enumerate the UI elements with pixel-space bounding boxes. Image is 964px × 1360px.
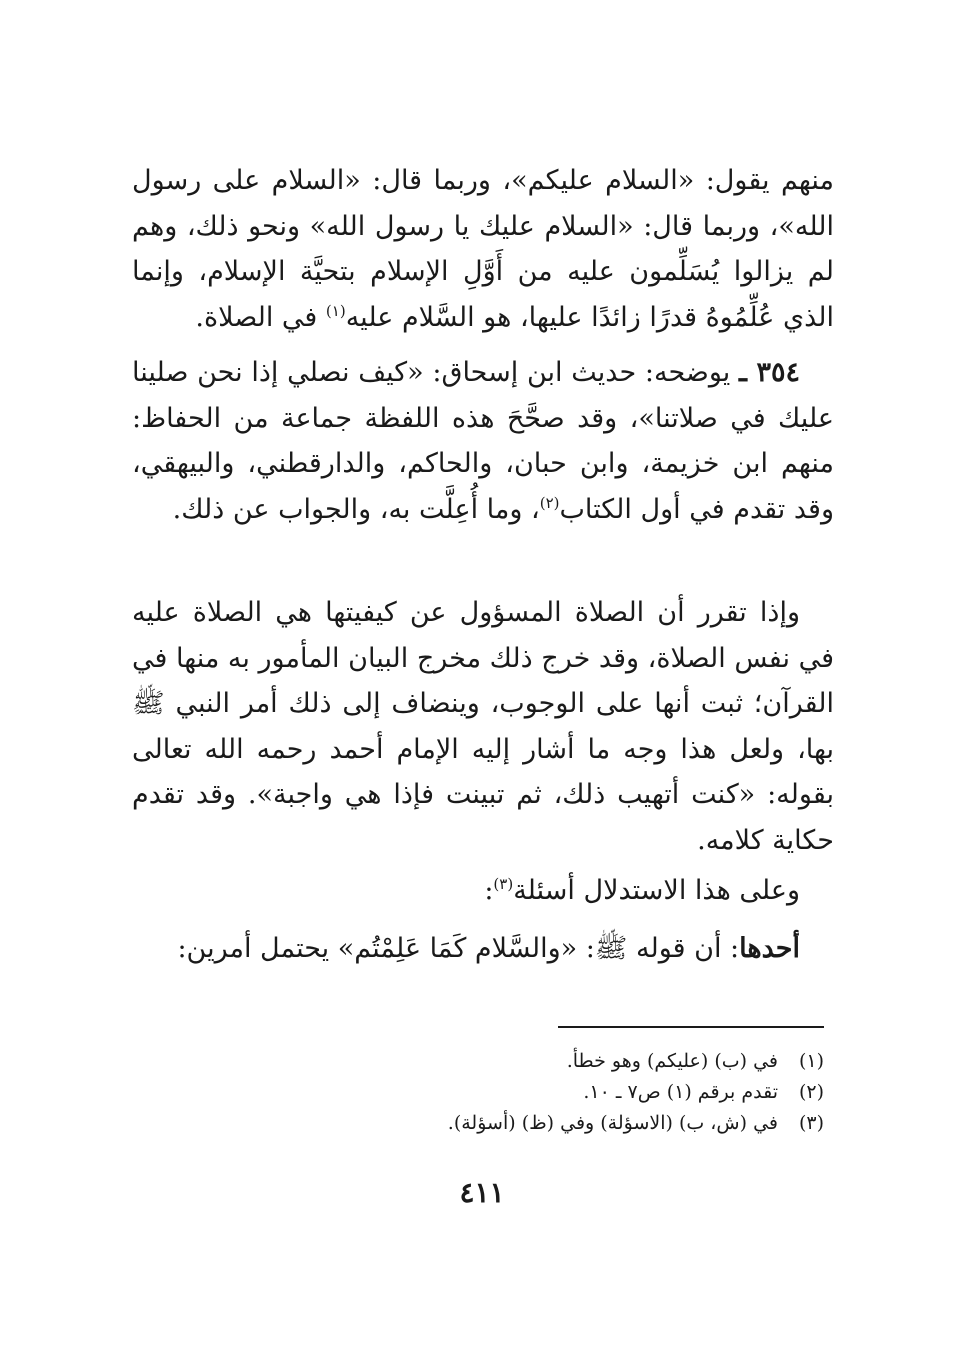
footnote-text: في (ش، ب) (الاسؤلة) وفي (ظ) (أسؤلة). [447, 1112, 778, 1134]
footnote-1 [320, 1046, 824, 1077]
paragraph-5-text: : أن قوله ﷺ: «والسَّلام كَمَا عَلِمْتُم» يحتمل أمرين: [177, 933, 740, 964]
footnotes-list [320, 1046, 824, 1139]
paragraph-number: ٣٥٤ ـ [739, 357, 801, 388]
paragraph-3 [132, 590, 834, 863]
footnote-marker: (٢) [798, 1081, 824, 1103]
footnote-3 [320, 1108, 824, 1139]
paragraph-4 [132, 868, 834, 914]
footnote-text: في (ب) (عليكم) وهو خطأ. [566, 1050, 778, 1072]
paragraph-5 [132, 926, 834, 972]
paragraph-1 [132, 158, 834, 340]
paragraph-354-text: يوضحه: حديث ابن إسحاق: «كيف نصلي إذا نحن صلينا عليك في صلاتنا»، وقد صحَّحَ هذه اللفظة جماعة من الحفاظ: منهم ابن خزيمة، وابن حبان، والحاكم، والدارقطني، والبيهقي، وقد تقدم في أول الكتاب [132, 357, 834, 525]
paragraph-354-text-end: ، وما أُعِلَّت به، والجواب عن ذلك. [172, 493, 540, 525]
footnote-marker: (٣) [798, 1112, 824, 1134]
footnote-ref-1[interactable]: (١) [325, 301, 346, 320]
lead-word: أحدها [739, 933, 800, 964]
footnote-text: تقدم برقم (١) ص٧ ـ ١٠. [583, 1081, 778, 1103]
paragraph-4-colon: : [484, 875, 494, 906]
paragraph-1-text-end: في الصلاة. [195, 301, 326, 333]
footnote-divider [558, 1026, 824, 1028]
paragraph-1-text: منهم يقول: «السلام عليكم»، وربما قال: «السلام على رسول الله»، وربما قال: «السلام عليك يا رسول الله» ونحو ذلك، وهم لم يزالوا يُسَلِّمون عليه من أَوَّلِ الإسلام بتحيَّة الإسلام، وإنما الذي عُلِّمُوهُ قدرًا زائدًا عليها، هو السَّلام عليه [132, 165, 834, 333]
paragraph-354 [132, 350, 834, 532]
footnote-ref-3[interactable]: (٣) [493, 875, 514, 893]
page-number: ٤١١ [459, 1176, 505, 1209]
footnote-marker: (١) [798, 1050, 824, 1072]
paragraph-3-text: وإذا تقرر أن الصلاة المسؤول عن كيفيتها هي الصلاة عليه في نفس الصلاة، وقد خرج ذلك مخرج البيان المأمور به منها في القرآن؛ ثبت أنها على الوجوب، وينضاف إلى ذلك أمر النبي ﷺ بها، ولعل هذا وجه ما أشار إليه الإمام أحمد رحمه الله تعالى بقوله: «كنت أتهيب ذلك، ثم تبينت فإذا هي واجبة». وقد تقدم حكاية كلامه. [132, 597, 834, 856]
paragraph-4-text: وعلى هذا الاستدلال أسئلة [513, 875, 800, 906]
footnote-ref-2[interactable]: (٢) [539, 493, 560, 512]
footnote-2 [320, 1077, 824, 1108]
